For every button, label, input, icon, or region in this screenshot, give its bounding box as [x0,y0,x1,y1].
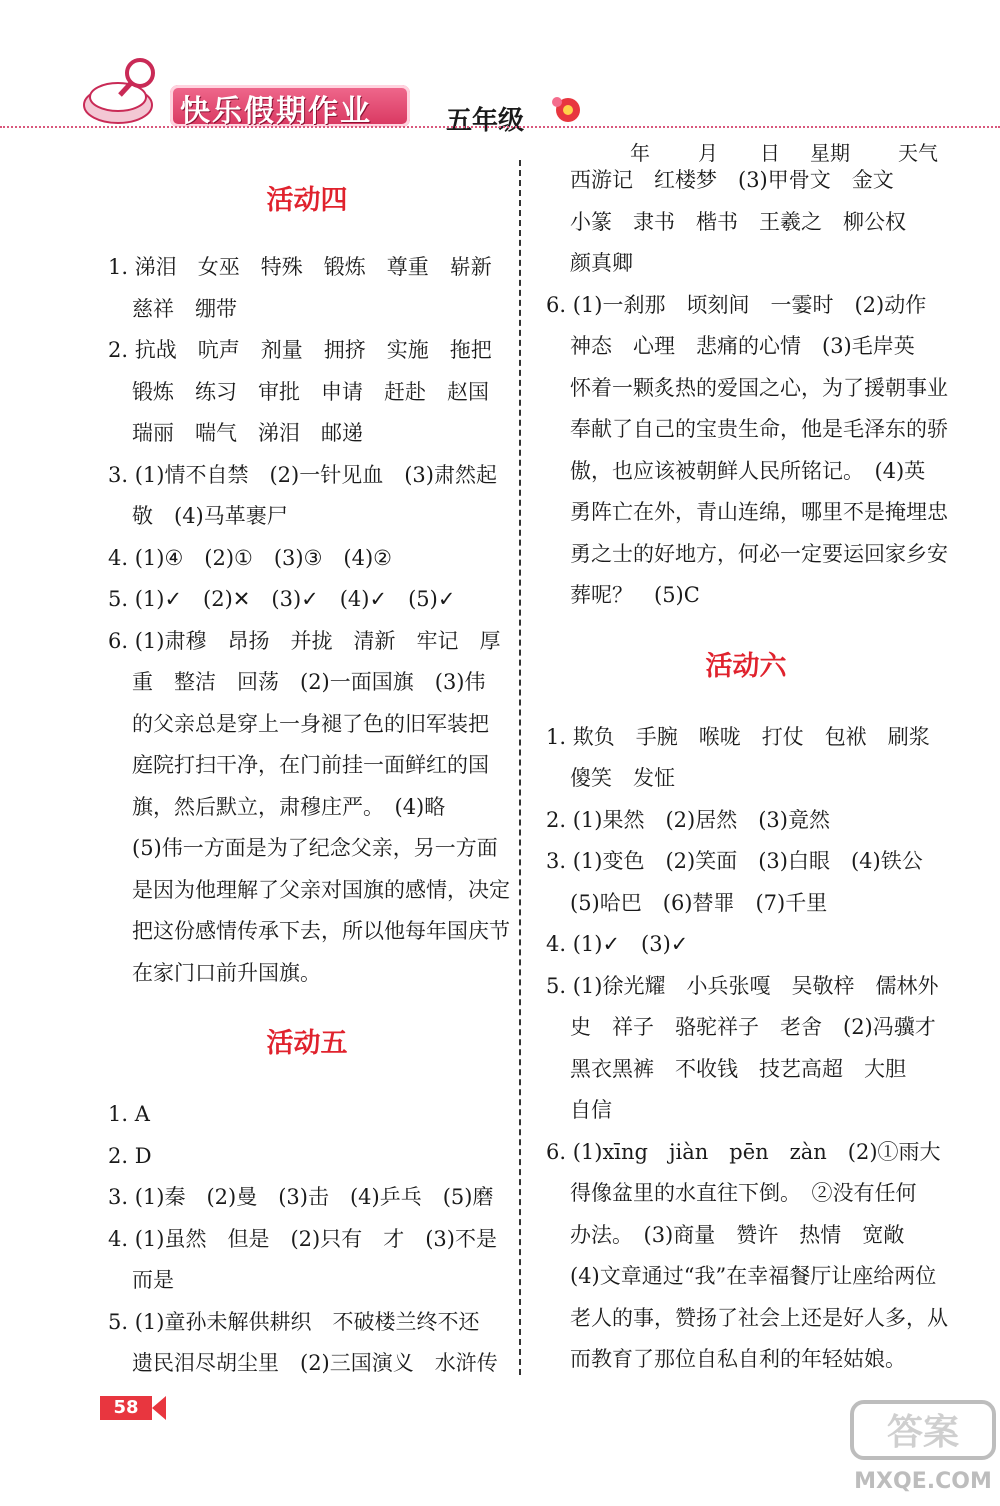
right-column [546,160,946,1381]
weather-label: 天气 [898,141,938,165]
answer-line: (5)伟一方面是为了纪念父亲，另一方面 [132,836,498,860]
svg-text:答案: 答案 [886,1412,960,1453]
answer-line: 办法。 (3)商量 赞许 热情 宽敞 [570,1222,905,1247]
answer-line: 黑衣黑裤 不收钱 技艺高超 大胆 [570,1056,906,1081]
weekday-label: 星期 [810,141,850,165]
answer-line: 4. (1)虽然 但是 (2)只有 才 (3)不是 [108,1226,497,1251]
answer-line: 史 祥子 骆驼祥子 老舍 (2)冯骥才 [570,1015,936,1039]
answer-line: 把这份感情传承下去，所以他每年国庆节 [132,919,510,943]
brand-title: 快乐假期作业 [180,94,372,129]
answer-line: 自信 [570,1098,612,1122]
answer-line: 5. (1)✓ (2)✕ (3)✓ (4)✓ (5)✓ [108,587,456,611]
answer-line: 老人的事，赞扬了社会上还是好人多，从 [570,1305,948,1330]
answer-line: 3. (1)情不自禁 (2)一针见血 (3)肃然起 [108,462,497,487]
answer-line: 勇阵亡在外，青山连绵，哪里不是掩埋忠 [570,500,948,524]
answer-line: 5. (1)徐光耀 小兵张嘎 吴敬梓 儒林外 [546,973,939,998]
flower-icon [548,92,588,128]
answer-line: 奉献了自己的宝贵生命，他是毛泽东的骄 [570,417,948,441]
answer-line: 的父亲总是穿上一身褪了色的旧军装把 [132,711,489,736]
answer-line: 瑞丽 喘气 涕泪 邮递 [132,421,363,445]
page-number: 58 [100,1396,152,1420]
watermark-text: MXQE.COM [854,1469,992,1494]
answer-line: 重 整洁 回荡 (2)一面国旗 (3)伟 [132,670,486,694]
answer-line: 6. (1)肃穆 昂扬 并拢 清新 牢记 厚 [108,628,501,653]
answer-line: 旗，然后默立，肃穆庄严。 (4)略 [132,794,446,819]
answer-line: 慈祥 绷带 [132,296,237,321]
year-label: 年 [630,141,650,165]
answer-line: 神态 心理 悲痛的心情 (3)毛岸英 [570,334,915,358]
section-heading: 活动六 [705,650,787,682]
section-heading: 活动四 [266,185,348,216]
answer-line: 傲，也应该被朝鲜人民所铭记。 (4)英 [570,458,926,483]
answer-line: 西游记 红楼梦 (3)甲骨文 金文 [570,168,894,192]
column-divider [519,160,521,1375]
answer-line: 3. (1)秦 (2)曼 (3)击 (4)乒乓 (5)磨 [108,1185,494,1209]
answer-line: 是因为他理解了父亲对国旗的感情，决定 [132,877,510,902]
page-header [0,0,1000,165]
month-label: 月 [698,141,718,165]
answer-line: 4. (1)✓ (3)✓ [546,932,689,956]
answer-line: 遗民泪尽胡尘里 (2)三国演义 水浒传 [132,1351,498,1375]
answer-line: 5. (1)童孙未解供耕织 不破楼兰终不还 [108,1309,480,1334]
answer-line: 2. D [108,1143,152,1168]
answer-line: 小篆 隶书 楷书 王羲之 柳公权 [570,209,906,234]
header-dotted-rule [0,126,1000,128]
answer-line: 敬 (4)马革裹尸 [132,504,288,528]
answer-line: 4. (1)④ (2)① (3)③ (4)② [108,545,393,570]
magnifier-logo-icon [78,55,168,130]
grade-label: 五年级 [446,106,525,136]
answer-line: 1. 涕泪 女巫 特殊 锻炼 尊重 崭新 [108,255,492,279]
answer-line: 葬呢？ (5)C [570,583,700,607]
answer-line: 2. (1)果然 (2)居然 (3)竟然 [546,807,830,832]
watermark-logo-icon [850,1400,996,1496]
answer-line: 锻炼 练习 审批 申请 赶赴 赵国 [132,379,489,404]
answer-line: 1. A [108,1102,150,1126]
page-arrow-icon [152,1396,166,1420]
day-label: 日 [760,141,780,165]
answer-line: 而教育了那位自私自利的年轻姑娘。 [570,1347,906,1371]
answer-line: 6. (1)一刹那 顷刻间 一霎时 (2)动作 [546,292,927,317]
left-column [108,170,510,1385]
answer-line: 得像盆里的水直往下倒。 ②没有任何 [570,1181,917,1205]
answer-line: 怀着一颗炙热的爱国之心，为了援朝事业 [570,375,948,400]
answer-line: (4)文章通过“我”在幸福餐厅让座给两位 [570,1264,937,1288]
answer-line: 1. 欺负 手腕 喉咙 打仗 包袱 刷浆 [546,724,930,749]
section-heading: 活动五 [266,1028,348,1059]
answer-line: 2. 抗战 吭声 剂量 拥挤 实施 拖把 [108,338,492,362]
answer-line: 3. (1)变色 (2)笑面 (3)白眼 (4)铁公 [546,849,923,873]
answer-line: 在家门口前升国旗。 [132,960,321,985]
answer-line: 颜真卿 [570,251,633,275]
answer-line: 勇之士的好地方，何必一定要运回家乡安 [570,541,948,566]
answer-line: (5)哈巴 (6)替罪 (7)千里 [570,890,828,915]
answer-line: 傻笑 发怔 [570,766,675,790]
answer-line: 庭院打扫干净，在门前挂一面鲜红的国 [132,753,489,777]
answer-line: 6. (1)xīng jiàn pēn zàn (2)①雨大 [546,1139,941,1164]
answer-line: 而是 [132,1268,174,1292]
